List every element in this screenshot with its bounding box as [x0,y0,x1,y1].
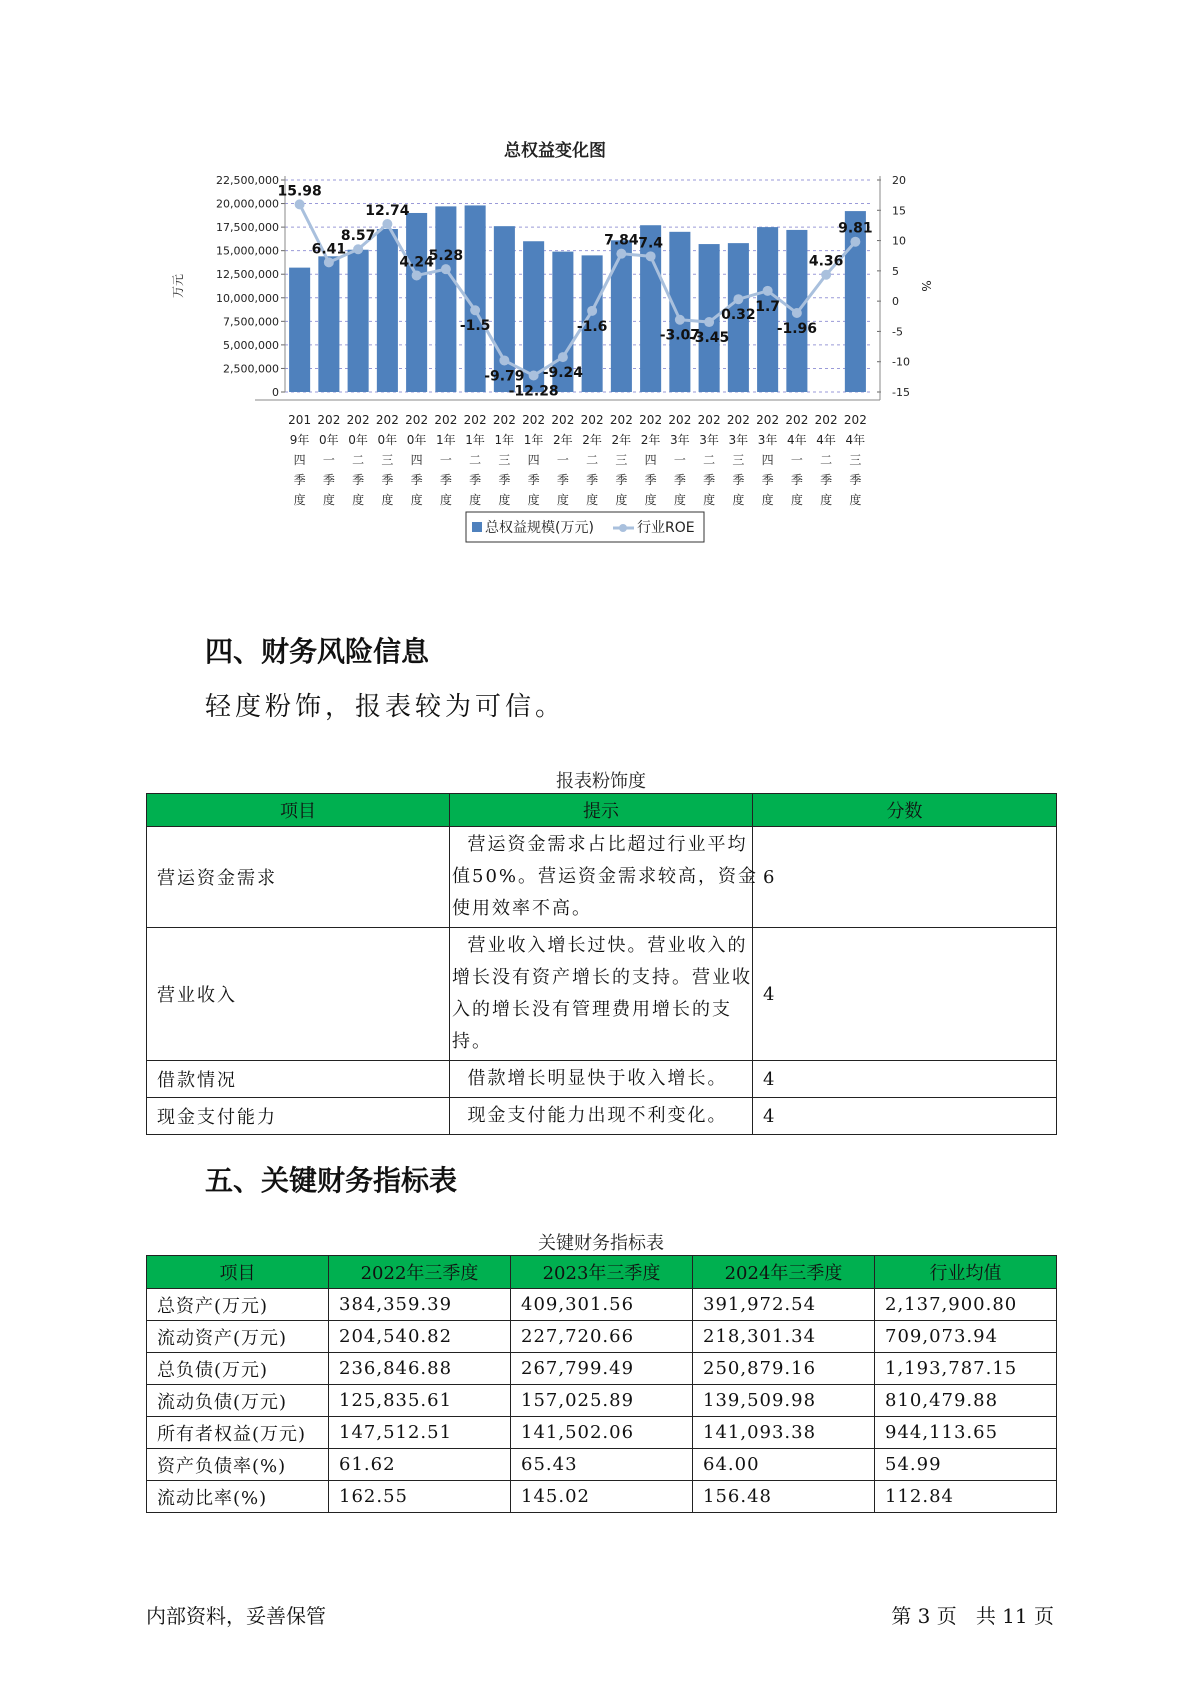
roe-point [821,270,831,280]
kpi-item: 总资产(万元) [147,1289,329,1321]
kpi-2024q3: 64.00 [693,1449,875,1481]
kpi-2024q3: 139,509.98 [693,1385,875,1417]
x-tick-label: 4年 [787,433,807,447]
kpi-2023q3: 145.02 [511,1481,693,1513]
x-tick-label: 季 [527,473,540,487]
x-tick-label: 202 [697,413,721,427]
kpi-2023q3: 157,025.89 [511,1385,693,1417]
x-tick-label: 度 [439,493,452,507]
x-tick-label: 一 [322,453,335,467]
roe-point [441,264,451,274]
roe-point [646,251,656,261]
roe-data-label: 12.74 [365,202,410,219]
kpi-table-caption: 关键财务指标表 [538,1233,664,1254]
kpi-2023q3: 227,720.66 [511,1321,693,1353]
risk-tip [450,1098,753,1135]
x-tick-label: 202 [463,413,487,427]
roe-point [558,352,568,362]
x-tick-label: 一 [673,453,686,467]
kpi-industry-avg: 944,113.65 [875,1417,1057,1449]
kpi-table-header-row [147,1256,1057,1289]
header-item: 项目 [147,1256,329,1289]
table-row [147,827,1057,928]
x-tick-label: 季 [469,473,482,487]
header-2024q3: 2024年三季度 [693,1256,875,1289]
y-tick-label: 7,500,000 [223,315,279,329]
roe-data-label: -1.5 [459,318,491,335]
bar [406,213,427,392]
y-tick-label: 5,000,000 [223,338,279,352]
x-tick-label: 度 [732,493,745,507]
x-tick-label: 202 [785,413,809,427]
table-row [147,1449,1057,1481]
kpi-item: 资产负债率(%) [147,1449,329,1481]
kpi-industry-avg: 112.84 [875,1481,1057,1513]
section5-heading: 五、关键财务指标表 [205,1164,458,1197]
roe-point [850,237,860,247]
y-tick-label: 22,500,000 [216,174,279,187]
x-tick-label: 202 [814,413,838,427]
x-tick-label: 201 [288,413,312,427]
y-tick-label: 0 [272,386,279,399]
x-tick-label: 9年 [289,433,310,447]
risk-tip-line: 借款增长明显快于收入增长。 [452,1068,728,1089]
x-tick-label: 季 [352,473,365,487]
bar [289,268,310,392]
kpi-industry-avg: 810,479.88 [875,1385,1057,1417]
x-tick-label: 四 [761,453,774,467]
x-tick-label: 0年 [406,433,427,447]
x-tick-label: 202 [551,413,575,427]
bar [435,206,456,392]
table-row [147,1353,1057,1385]
roe-data-label: -9.79 [484,368,525,385]
x-tick-label: 季 [586,473,599,487]
risk-tip [450,928,753,1061]
x-tick-label: 1年 [465,433,485,447]
table-row [147,1385,1057,1417]
footer-confidential: 内部资料，妥善保管 [146,1604,326,1628]
y-tick-label: 10,000,000 [216,291,279,305]
x-tick-label: 季 [673,473,686,487]
bar [669,232,690,392]
roe-point [382,219,392,229]
roe-point [324,257,334,267]
x-tick-label: 度 [293,493,306,507]
header-score: 分数 [753,794,1057,827]
roe-point [616,249,626,259]
roe-data-label: 1.7 [755,298,781,315]
x-tick-label: 4年 [816,433,836,447]
kpi-2022q3: 384,359.39 [329,1289,511,1321]
y2-tick-label: 0 [892,295,899,309]
x-tick-label: 二 [469,453,482,467]
risk-summary: 轻度粉饰，报表较为可信。 [205,692,566,722]
roe-point [529,371,539,381]
x-tick-label: 0年 [348,433,368,447]
x-tick-label: 二 [703,453,716,467]
kpi-industry-avg: 54.99 [875,1449,1057,1481]
y2-tick-label: 5 [892,264,899,278]
chart-title: 总权益变化图 [504,141,606,161]
kpi-2023q3: 409,301.56 [511,1289,693,1321]
x-tick-label: 2年 [582,433,602,447]
risk-score: 6 [753,827,1057,928]
x-tick-label: 二 [820,453,833,467]
legend-bar-label: 总权益规模(万元) [485,520,594,536]
x-tick-label: 度 [703,493,716,507]
roe-data-label: 7.4 [638,235,664,252]
roe-point [353,244,363,254]
risk-tip-line: 值50%。营运资金需求较高，资金 [452,866,759,887]
roe-data-label: 0.32 [721,307,756,324]
x-tick-label: 度 [849,493,862,507]
risk-tip [450,827,759,928]
x-tick-label: 二 [586,453,599,467]
y2-tick-label: 10 [892,234,906,248]
x-tick-label: 季 [556,473,569,487]
y-tick-label: 12,500,000 [216,268,279,282]
x-tick-label: 季 [293,473,306,487]
x-tick-label: 四 [644,453,657,467]
roe-data-label: -1.96 [776,321,818,338]
x-tick-label: 202 [668,413,692,427]
risk-table-caption: 报表粉饰度 [556,771,646,792]
risk-tip-line: 持。 [452,1031,492,1052]
roe-point [704,317,714,327]
kpi-2022q3: 204,540.82 [329,1321,511,1353]
x-tick-label: 季 [820,473,833,487]
x-tick-label: 2年 [553,433,573,447]
x-tick-label: 四 [527,453,540,467]
x-tick-label: 202 [317,413,341,427]
kpi-2024q3: 218,301.34 [693,1321,875,1353]
y-tick-label: 20,000,000 [216,197,279,211]
kpi-2023q3: 267,799.49 [511,1353,693,1385]
legend-bar-swatch [472,522,482,532]
header-2022q3: 2022年三季度 [329,1256,511,1289]
x-tick-label: 202 [346,413,370,427]
header-item: 项目 [147,794,450,827]
y-axis-label: 万元 [171,273,185,299]
x-tick-label: 一 [790,453,803,467]
risk-score: 4 [753,1061,1057,1098]
x-tick-label: 3年 [699,433,719,447]
x-tick-label: 度 [820,493,833,507]
x-tick-label: 三 [381,453,394,467]
x-tick-label: 度 [586,493,599,507]
kpi-industry-avg: 1,193,787.15 [875,1353,1057,1385]
x-tick-label: 202 [405,413,429,427]
x-tick-label: 季 [849,473,862,487]
x-tick-label: 季 [703,473,716,487]
x-tick-label: 季 [644,473,657,487]
risk-item: 营运资金需求 [147,827,450,928]
x-tick-label: 季 [790,473,803,487]
x-tick-label: 度 [761,493,774,507]
kpi-item: 总负债(万元) [147,1353,329,1385]
y2-tick-label: -10 [892,355,910,369]
kpi-item: 流动资产(万元) [147,1321,329,1353]
risk-item: 现金支付能力 [147,1098,450,1135]
table-row [147,1289,1057,1321]
roe-point [763,286,773,296]
roe-data-label: -12.28 [508,383,559,400]
kpi-industry-avg: 709,073.94 [875,1321,1057,1353]
roe-data-label: 9.81 [838,220,873,237]
x-tick-label: 季 [322,473,335,487]
y2-tick-label: -15 [892,386,910,399]
x-tick-label: 三 [849,453,862,467]
x-tick-label: 季 [732,473,745,487]
kpi-2023q3: 65.43 [511,1449,693,1481]
x-tick-label: 度 [673,493,686,507]
roe-data-label: -3.45 [688,330,730,347]
bar [611,240,632,392]
x-tick-label: 度 [556,493,569,507]
x-tick-label: 3年 [670,433,690,447]
risk-tip-line: 入的增长没有管理费用增长的支 [452,999,732,1020]
risk-score: 4 [753,1098,1057,1135]
kpi-2022q3: 61.62 [329,1449,511,1481]
legend-line-label: 行业ROE [637,520,695,536]
risk-item: 营业收入 [147,928,450,1061]
x-tick-label: 度 [352,493,365,507]
section4-heading: 四、财务风险信息 [205,635,430,668]
kpi-2024q3: 141,093.38 [693,1417,875,1449]
x-tick-label: 202 [756,413,780,427]
kpi-2024q3: 250,879.16 [693,1353,875,1385]
x-tick-label: 202 [434,413,458,427]
kpi-item: 所有者权益(万元) [147,1417,329,1449]
x-tick-label: 1年 [494,433,515,447]
roe-point [733,294,743,304]
x-tick-label: 季 [615,473,628,487]
x-tick-label: 二 [352,453,365,467]
page-number: 第 3 页 共 11 页 [891,1604,1054,1628]
roe-data-label: 4.36 [808,253,844,270]
kpi-table [146,1255,1057,1513]
x-tick-label: 202 [580,413,604,427]
table-row [147,928,1057,1061]
roe-data-label: 6.41 [311,241,347,258]
kpi-2022q3: 147,512.51 [329,1417,511,1449]
x-tick-label: 度 [410,493,423,507]
risk-score: 4 [753,928,1057,1061]
y-tick-label: 2,500,000 [223,362,279,376]
x-tick-label: 2年 [640,433,661,447]
roe-point [295,199,305,209]
table-row [147,1061,1057,1098]
kpi-item: 流动比率(%) [147,1481,329,1513]
risk-tip-line: 现金支付能力出现不利变化。 [452,1105,728,1126]
bar [318,256,339,392]
kpi-2024q3: 156.48 [693,1481,875,1513]
x-tick-label: 季 [498,473,511,487]
kpi-item: 流动负债(万元) [147,1385,329,1417]
kpi-2022q3: 236,846.88 [329,1353,511,1385]
x-tick-label: 四 [410,453,423,467]
x-tick-label: 季 [439,473,452,487]
roe-data-label: 4.24 [399,254,434,271]
risk-item: 借款情况 [147,1061,450,1098]
header-industry-avg: 行业均值 [875,1256,1057,1289]
roe-data-label: 5.28 [428,248,464,265]
roe-data-label: -1.6 [576,318,608,335]
x-tick-label: 度 [381,493,394,507]
table-row [147,1417,1057,1449]
x-tick-label: 三 [498,453,511,467]
x-tick-label: 202 [639,413,663,427]
risk-tip-line: 营运资金需求占比超过行业平均 [452,834,748,855]
x-tick-label: 季 [761,473,774,487]
y-tick-label: 17,500,000 [216,221,279,235]
x-tick-label: 1年 [523,433,544,447]
x-tick-label: 1年 [436,433,456,447]
x-tick-label: 度 [322,493,335,507]
roe-point [675,315,685,325]
risk-tip-line: 使用效率不高。 [452,898,592,919]
kpi-2023q3: 141,502.06 [511,1417,693,1449]
x-tick-label: 202 [726,413,750,427]
bar [348,250,369,392]
x-tick-label: 一 [439,453,452,467]
x-tick-label: 3年 [728,433,749,447]
risk-table-header-row [147,794,1057,827]
roe-point [470,305,480,315]
kpi-2024q3: 391,972.54 [693,1289,875,1321]
x-tick-label: 三 [732,453,745,467]
x-tick-label: 202 [375,413,399,427]
risk-tip-line: 增长没有资产增长的支持。营业收 [452,967,752,988]
x-tick-label: 季 [381,473,394,487]
table-row [147,1481,1057,1513]
x-tick-label: 四 [293,453,306,467]
y2-tick-label: 15 [892,204,906,218]
x-tick-label: 一 [556,453,569,467]
roe-data-label: -3.07 [659,327,701,344]
x-tick-label: 度 [469,493,482,507]
x-tick-label: 度 [498,493,511,507]
x-tick-label: 202 [843,413,867,427]
roe-data-label: 15.98 [277,183,322,200]
x-tick-label: 度 [527,493,540,507]
x-tick-label: 202 [522,413,546,427]
table-row [147,1321,1057,1353]
x-tick-label: 0年 [377,433,398,447]
header-tip: 提示 [450,794,753,827]
roe-point [412,270,422,280]
roe-data-label: -9.24 [542,365,584,382]
x-tick-label: 度 [790,493,803,507]
roe-point [587,306,597,316]
roe-data-label: 8.57 [340,228,376,245]
x-tick-label: 0年 [319,433,339,447]
y2-tick-label: -5 [892,325,903,339]
kpi-industry-avg: 2,137,900.80 [875,1289,1057,1321]
y2-tick-label: 20 [892,174,906,187]
x-tick-label: 4年 [845,433,866,447]
roe-point [499,355,509,365]
y2-axis-label: % [919,280,933,292]
risk-table [146,793,1057,1135]
x-tick-label: 3年 [757,433,778,447]
table-row [147,1098,1057,1135]
risk-tip [450,1061,753,1098]
x-tick-label: 度 [644,493,657,507]
x-tick-label: 202 [609,413,633,427]
x-tick-label: 三 [615,453,628,467]
risk-tip-line: 营业收入增长过快。营业收入的 [452,935,748,956]
x-tick-label: 度 [615,493,628,507]
legend-line-marker [619,524,627,532]
header-2023q3: 2023年三季度 [511,1256,693,1289]
total-equity-chart [170,140,970,600]
roe-data-label: 7.84 [604,232,639,249]
x-tick-label: 202 [492,413,516,427]
y-tick-label: 15,000,000 [216,244,279,258]
bar [494,226,515,392]
roe-point [792,308,802,318]
kpi-2022q3: 162.55 [329,1481,511,1513]
kpi-2022q3: 125,835.61 [329,1385,511,1417]
bar [377,229,398,392]
x-tick-label: 2年 [611,433,632,447]
x-tick-label: 季 [410,473,423,487]
